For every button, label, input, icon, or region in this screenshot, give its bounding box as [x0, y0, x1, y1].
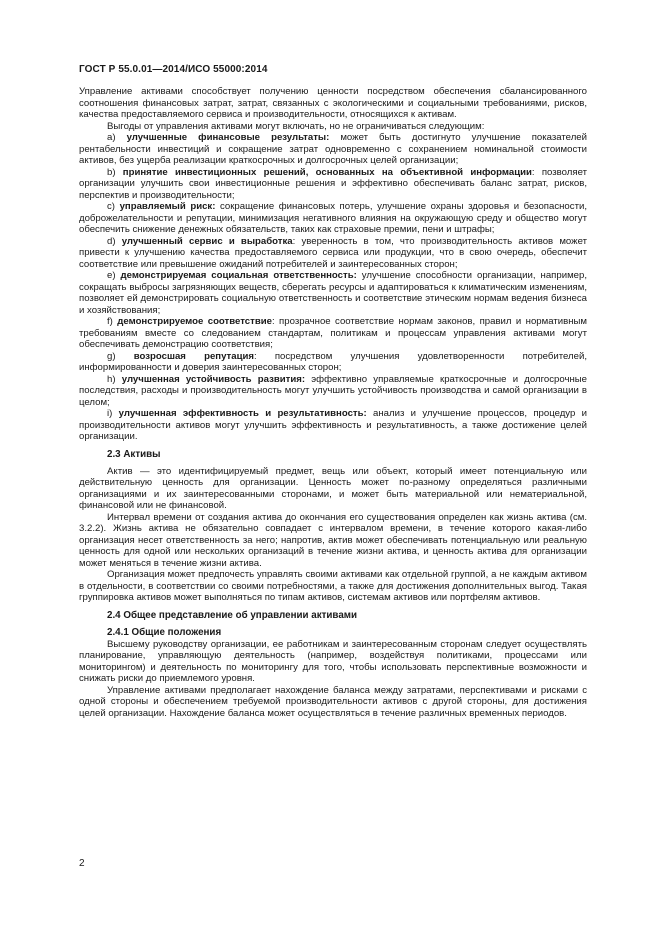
section-paragraph: Управление активами предполагает нахождение баланса между затратами, перспективами и рисками с одной стороны и обеспечением требуемой производительности активов с другой стороны, для достижения целей организации. Нахождение баланса может осуществляться в течение различных временных периодов. — [79, 684, 587, 719]
item-marker: d) — [107, 235, 116, 247]
benefit-item — [79, 316, 587, 351]
section-paragraph: Высшему руководству организации, ее работникам и заинтересованным сторонам следует осуществлять планирование, управляющую деятельность (например, воздействуя политиками, процессами или мониторингом) и деятельность по мониторингу для того, чтобы использовать перспективные возможности и снижать риски до приемлемого уровня. — [79, 638, 587, 684]
item-text: : посредством улучшения удовлетворенности потребителей, информированности и доверия заинтересованных сторон; — [79, 350, 587, 373]
item-term: улучшенный сервис и выработка — [121, 235, 293, 247]
subsection-heading-general: 2.4.1 Общие положения — [107, 626, 222, 638]
section-heading-overview: 2.4 Общее представление об управлении активами — [107, 609, 358, 621]
benefits-list — [79, 132, 587, 443]
item-marker: e) — [107, 270, 116, 281]
item-term: демонстрируемая социальная ответственность: — [120, 270, 357, 281]
item-text: эффективно управляемые краткосрочные и долгосрочные последствия, расходы и производительность могут улучшить устойчивость производства и самой организации в целом; — [79, 373, 587, 408]
item-marker: b) — [107, 166, 116, 178]
item-marker: h) — [107, 373, 116, 385]
item-term: улучшенная эффективность и результативность: — [118, 408, 367, 419]
benefit-item — [79, 270, 587, 316]
item-text: анализ и улучшение процессов, процедур и производительности активов могут улучшить эффективность и результативность, а также достижение целей организации. — [79, 408, 587, 442]
item-marker: i) — [107, 408, 113, 419]
benefit-item — [79, 132, 587, 167]
item-text: может быть достигнуто улучшение показателей рентабельности инвестиций и сокращение затрат одновременно с сохранением номинальной стоимости активов, без ущерба реализации краткосрочных и долгосрочных целей организации; — [79, 132, 587, 166]
item-term: демонстрируемое соответствие — [117, 316, 272, 327]
benefit-item — [79, 374, 587, 409]
benefit-item — [79, 351, 587, 374]
item-text: : уверенность в том, что производительность активов может привести к улучшению качества предоставляемого сервиса или продукции, что в свою очередь, обеспечит соответствие или превышение ожиданий потребителей и заинтересованных сторон; — [79, 235, 587, 270]
page-body — [79, 86, 587, 719]
benefits-lead: Выгоды от управления активами могут включать, но не ограничиваться следующим: — [107, 120, 485, 132]
page-number: 2 — [79, 858, 85, 869]
section-paragraph: Организация может предпочесть управлять своими активами как отдельной группой, а не каждым активом в отдельности, в соответствии со своими потребностями, а также для достижения дополнительных выгод. Такая группировка активов может выполняться по типам активов, системам активов или портфелям активов. — [79, 569, 587, 603]
item-marker: c) — [107, 201, 115, 212]
benefit-item — [79, 201, 587, 236]
section-heading-assets: 2.3 Активы — [107, 448, 161, 460]
section-paragraph: Интервал времени от создания актива до окончания его существования определен как жизнь актива (см. 3.2.2). Жизнь актива не обязательно совпадает с интервалом времени, в течение которого какая-либо организация несет ответственность за него; напротив, актив может обеспечивать потенциальную или реальную ценность для одной или нескольких организаций в течение жизни актива, и ценность актива для организации может меняться в течение жизни актива. — [79, 511, 587, 569]
item-text: сокращение финансовых потерь, улучшение охраны здоровья и безопасности, доброжелательности и репутации, минимизация негативного влияния на окружающую среду и общество могут обеспечить снижение денежных обязательств, таких как страховые премии, пени и штрафы; — [79, 201, 587, 235]
intro-paragraph: Управление активами способствует получению ценности посредством обеспечения сбалансированного соотношения финансовых затрат, затрат, связанных с экологическими и социальными требованиями, рисков, качества предоставляемого сервиса и производительности, относящихся к активам. — [79, 86, 587, 120]
item-marker: f) — [107, 316, 113, 327]
item-marker: a) — [107, 132, 116, 143]
item-term: улучшенная устойчивость развития: — [121, 373, 306, 385]
item-text: : позволяет организации улучшить свои инвестиционные решения и эффективно обеспечивать баланс затрат, рисков, перспектив и производительности; — [79, 166, 587, 201]
item-marker: g) — [107, 350, 116, 362]
item-term: возросшая репутация — [133, 350, 254, 362]
section-paragraph: Актив — это идентифицируемый предмет, вещь или объект, который имеет потенциальную или действительную ценность для организации. Ценность может по-разному определяться различными организациями и их заинтересованными сторонами, и может быть материальной или нематериальной, финансовой или не финансовой. — [79, 465, 587, 511]
item-text: улучшение способности организации, например, сокращать выбросы загрязняющих веществ, сберегать ресурсы и адаптироваться к климатическим изменениям, позволяет ей демонстрировать социальную ответственность и соответствие этическим нормам ведения бизнеса и хозяйствования; — [79, 270, 588, 316]
item-term: управляемый риск: — [119, 201, 216, 212]
benefit-item — [79, 408, 587, 443]
item-term: улучшенные финансовые результаты: — [126, 132, 330, 143]
item-text: : прозрачное соответствие нормам законов, правил и нормативным требованиям вместе со следованием стандартам, политикам и процессам управления активами могут обеспечивать демонстрацию соответствия; — [79, 316, 588, 350]
item-term: принятие инвестиционных решений, основанных на объективной информации — [122, 166, 532, 178]
standard-header: ГОСТ Р 55.0.01—2014/ИСО 55000:2014 — [79, 64, 268, 75]
benefit-item — [79, 167, 587, 202]
benefit-item — [79, 236, 587, 271]
